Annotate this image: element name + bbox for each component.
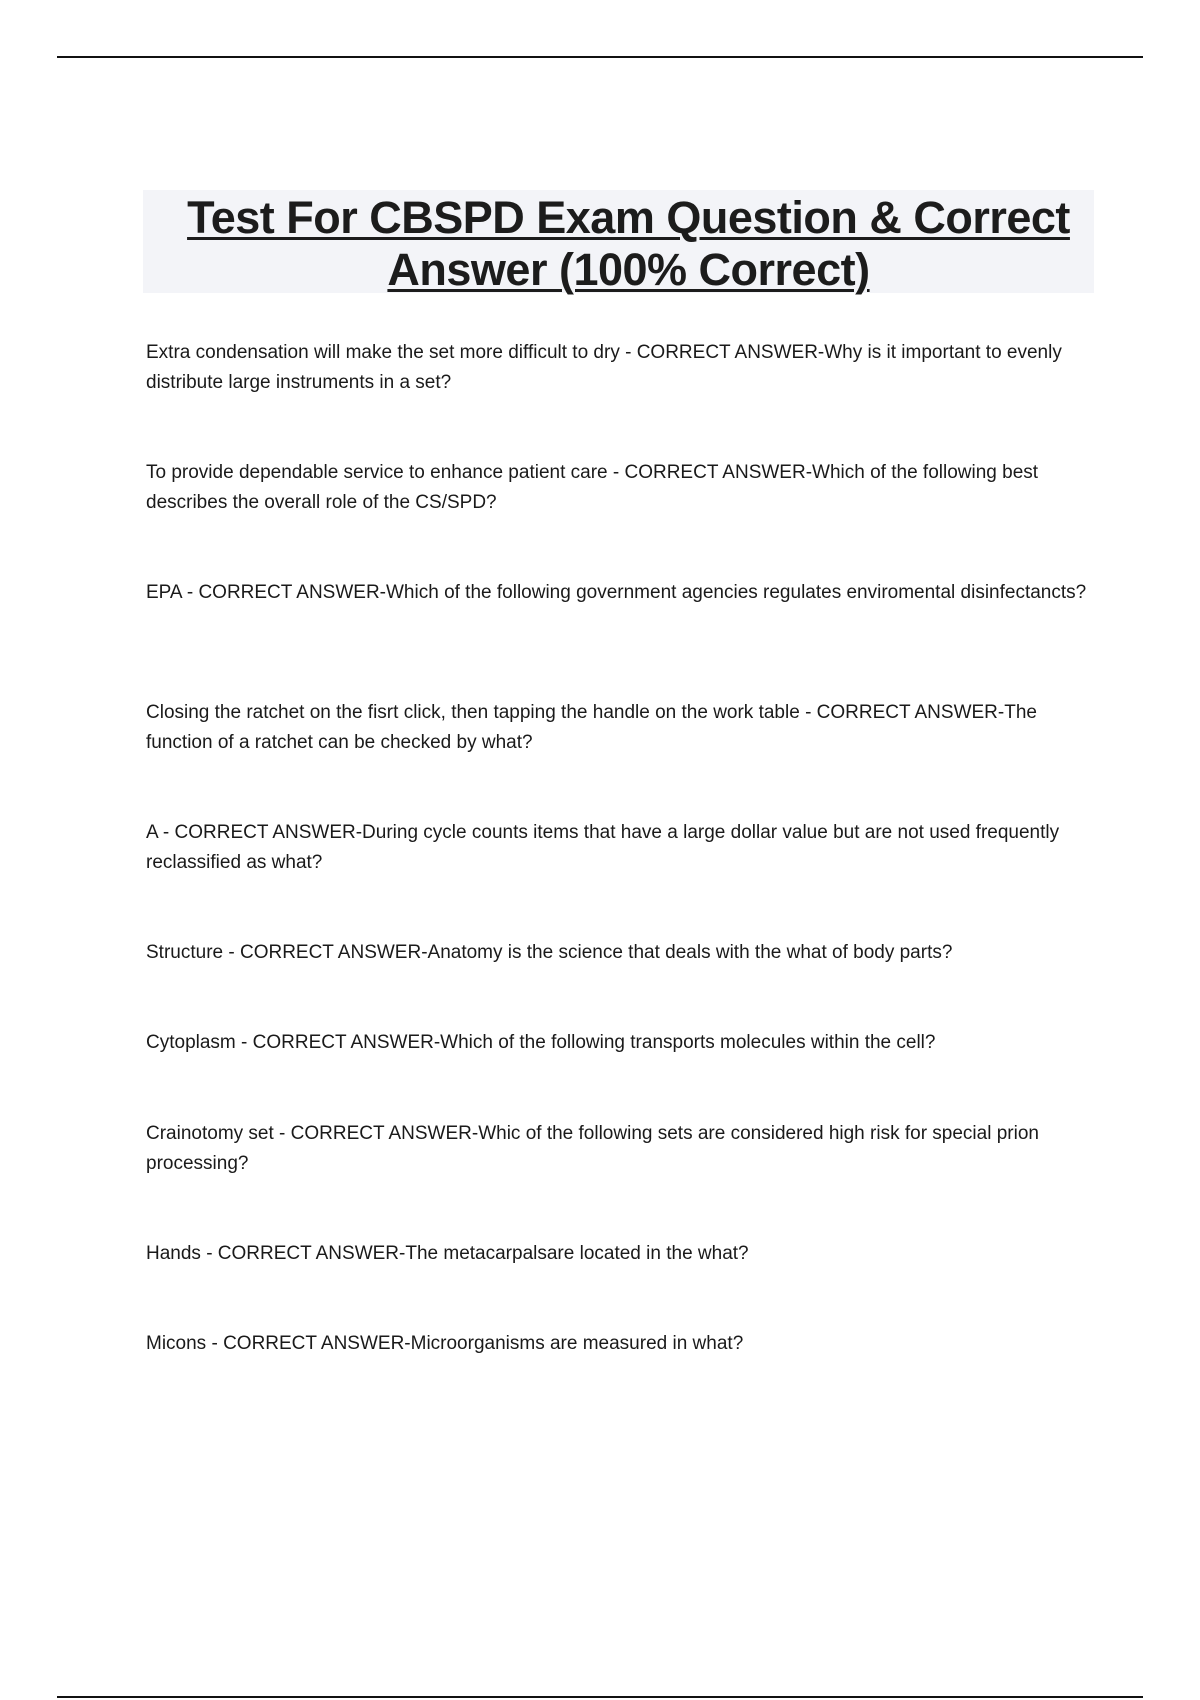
qa-entry: Crainotomy set - CORRECT ANSWER-Whic of the following sets are considered high risk for special prion processing? (146, 1123, 1039, 1174)
qa-entry: Structure - CORRECT ANSWER-Anatomy is the science that deals with the what of body parts? (146, 942, 953, 963)
qa-entry: Extra condensation will make the set more difficult to dry - CORRECT ANSWER-Why is it important to evenly distribute large instruments in a set? (146, 342, 1062, 393)
qa-entry: Cytoplasm - CORRECT ANSWER-Which of the following transports molecules within the cell? (146, 1032, 936, 1053)
header-rule (57, 56, 1143, 58)
qa-entry: Micons - CORRECT ANSWER-Microorganisms are measured in what? (146, 1333, 744, 1354)
document-title: Test For CBSPD Exam Question & Correct Answer (100% Correct) (187, 192, 1070, 295)
qa-entry: EPA - CORRECT ANSWER-Which of the following government agencies regulates enviromental disinfectancts? (146, 582, 1087, 603)
qa-entry: Closing the ratchet on the fisrt click, then tapping the handle on the work table - CORRECT ANSWER-The function of a ratchet can be checked by what? (146, 702, 1037, 753)
qa-entry: To provide dependable service to enhance patient care - CORRECT ANSWER-Which of the following best describes the overall role of the CS/SPD? (146, 462, 1039, 513)
title-block (143, 190, 1094, 293)
qa-entry: A - CORRECT ANSWER-During cycle counts items that have a large dollar value but are not used frequently reclassified as what? (146, 822, 1060, 873)
footer-rule (57, 1696, 1143, 1698)
qa-entry: Hands - CORRECT ANSWER-The metacarpalsare located in the what? (146, 1243, 749, 1264)
